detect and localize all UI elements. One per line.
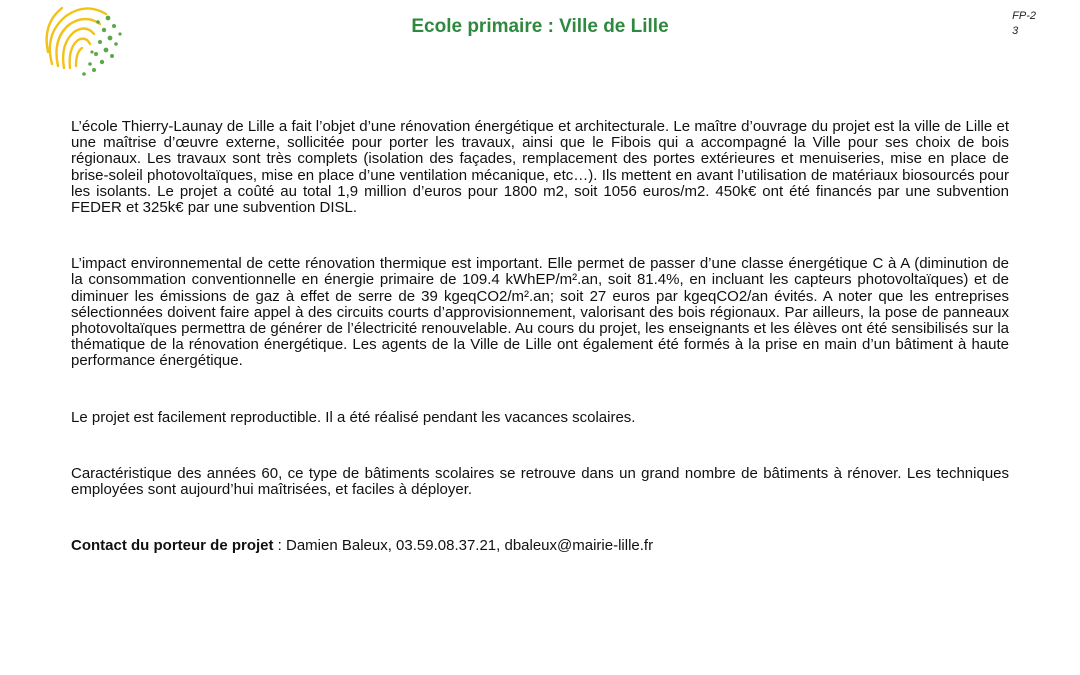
paragraph-project-description: L’école Thierry-Launay de Lille a fait l’objet d’une rénovation énergétique et architecturale. Le maître d’ouvrage du projet est la ville de Lille et une maîtrise d’œuvre externe, sollicitée pour porter les travaux, ainsi que le Fibois qui a accompagné la Ville pour ses choix de bois régionaux. Les travaux sont très complets (isolation des façades, remplacement des portes extérieures et menuiseries, mise en place de brise-soleil photovoltaïques, mise en place d’une ventilation mécanique, etc…). Ils mettent en avant l’utilisation de matériaux biosourcés pour les isolants. Le projet a coûté au total 1,9 million d’euros pour 1800 m2, soit 1056 euros/m2. 450k€ ont été financés par une subvention FEDER et 325k€ par une subvention DISL. [71,118,1009,217]
document-body [71,119,1009,554]
paragraph-reproducibility: Le projet est facilement reproductible. Il a été réalisé pendant les vacances scolaires. [71,408,636,426]
page-number: 3 [1012,25,1019,37]
paragraph-environmental-impact: L’impact environnemental de cette rénovation thermique est important. Elle permet de passer d’une classe énergétique C à A (diminution de la consommation conventionnelle en énergie primaire de 109.4 kWhEP/m².an, soit 81.4%, en incluant les capteurs photovoltaïques) et de diminuer les émissions de gaz à effet de serre de 39 kgeqCO2/m².an; soit 27 euros par kgeqCO2/an évités. A noter que les entreprises sélectionnées doivent faire appel à des circuits courts d’approvisionnement, valorisant des bois régionaux. Par ailleurs, la pose de panneaux photovoltaïques permettra de générer de l’électricité renouvelable. Au cours du projet, les enseignants et les élèves ont été sensibilisés sur la thématique de la rénovation énergétique. Les agents de la Ville de Lille ont également été formés à la prise en main d’un bâtiment à haute performance énergétique. [71,255,1009,370]
paragraph-context: Caractéristique des années 60, ce type de bâtiments scolaires se retrouve dans un grand nombre de bâtiments à rénover. Les techniques employées sont aujourd’hui maîtrisées, et faciles à déployer. [71,464,1009,499]
contact-details: : Damien Baleux, 03.59.08.37.21, dbaleux@mairie-lille.fr [273,537,654,555]
fingerprint-leaf-logo-icon [36,0,132,80]
contact-label: Contact du porteur de projet [71,537,274,555]
document-reference [1012,9,1036,39]
contact-line [71,538,1009,554]
reference-code: FP-2 [1012,10,1036,22]
page-title: Ecole primaire : Ville de Lille [411,16,669,37]
